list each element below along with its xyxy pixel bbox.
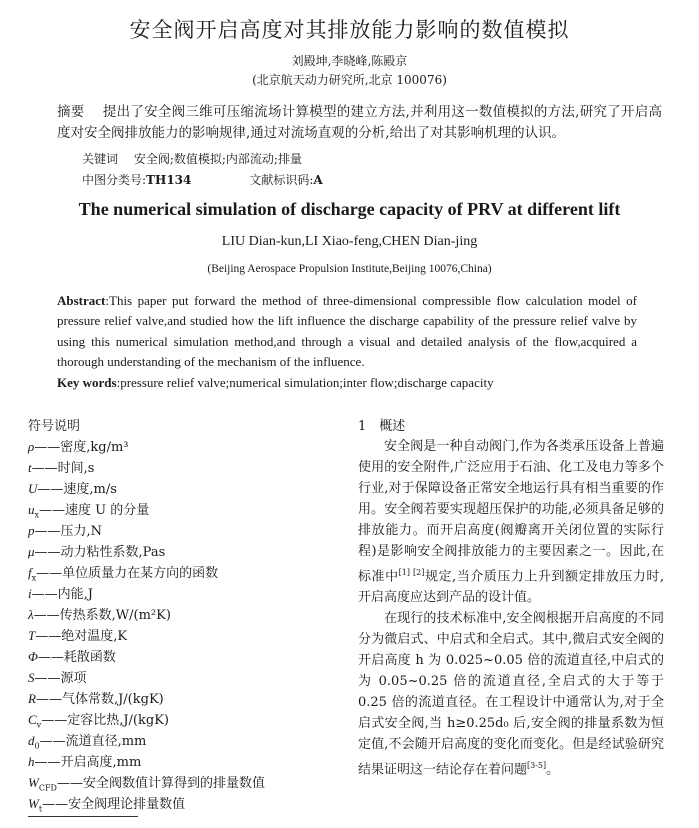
abstract-en-label: Abstract: [57, 293, 106, 308]
symbol-item: [28, 751, 265, 772]
symbol-description: ——绝对温度,K: [35, 629, 128, 644]
authors-en: LIU Dian-kun,LI Xiao-feng,CHEN Dian-jing: [221, 234, 478, 249]
abstract-en: [57, 291, 637, 372]
symbol-description: ——速度,m/s: [37, 482, 117, 497]
paper-title-cn: 安全阀开启高度对其排放能力影响的数值模拟: [129, 18, 570, 42]
paragraph-1: 安全阀是一种自动阀门,作为各类承压设备上普遍使用的安全附件,广泛应用于石油、化工及电力等多个行业,对于保障设备正常安全地运行具有相当重要的作用。安全阀若要实现超压保护的功能,必须具备足够的排放能力。而开启高度(阀瓣离开关闭位置的实际行程)是影响安全阀排放能力的主要因素之一。因此,在标准中[1] [2]规定,当介质压力上升到额定排放压力时,开启高度应达到产品的设计值。: [358, 439, 664, 606]
clc-label: 中图分类号:: [82, 173, 147, 187]
symbol-description: ——动力粘性系数,Pas: [34, 545, 166, 560]
abstract-cn: [57, 102, 662, 144]
symbol-item: [28, 793, 265, 814]
symbol-glyph: S: [28, 670, 35, 685]
symbol-description: ——安全阀理论排量数值: [42, 797, 186, 812]
footnote-rule: [28, 816, 138, 817]
symbol-description: ——时间,s: [31, 461, 95, 476]
symbol-glyph: W: [28, 796, 39, 811]
symbol-glyph: λ: [28, 607, 34, 622]
symbol-glyph: μ: [28, 544, 35, 559]
section-heading: 1 概述: [358, 419, 406, 434]
symbol-glyph: u: [28, 502, 35, 517]
symbol-description: ——安全阀数值计算得到的排量数值: [56, 776, 265, 791]
abstract-cn-label: 摘要: [57, 104, 85, 120]
clc-value: TH134: [146, 173, 192, 187]
symbol-glyph: h: [28, 754, 35, 769]
symbol-item: [28, 772, 265, 793]
symbol-glyph: R: [28, 691, 36, 706]
section-body: [358, 436, 664, 781]
symbol-description: ——开启高度,mm: [34, 755, 142, 770]
symbol-description: ——内能,J: [31, 587, 93, 602]
symbol-glyph: U: [28, 481, 38, 496]
authors-cn: 刘殿坤,李晓峰,陈殿京: [291, 54, 408, 68]
symbol-subscript: t: [38, 804, 43, 814]
symbol-item: [28, 646, 265, 667]
symbol-subscript: CFD: [38, 783, 57, 793]
symbol-glyph: i: [28, 586, 32, 601]
keywords-en-label: Key words: [57, 375, 117, 390]
classification-line: [82, 171, 323, 188]
keywords-en-text: :pressure relief valve;numerical simulation;inter flow;discharge capacity: [116, 375, 494, 390]
symbol-item: [28, 730, 265, 751]
symbol-description: ——压力,N: [34, 524, 103, 539]
symbol-glyph: p: [28, 523, 35, 538]
symbol-glyph: t: [28, 460, 32, 475]
symbol-item: [28, 562, 265, 583]
paragraph-2: 在现行的技术标准中,安全阀根据开启高度的不同分为微启式、中启式和全启式。其中,微启式安全阀的开启高度 h 为 0.025~0.05 倍的流道直径,中启式的为 0.05~0.25 倍的流道直径,全启式的大于等于 0.25 倍的流道直径。在工程设计中通常认为,对于全启式安全阀,当 h≥0.25d₀ 后,安全阀的排量系数为恒定值,不会随开启高度的变化而变化。但是经试验研究结果证明这一结论存在着问题[3-5]。: [358, 611, 664, 778]
keywords-cn: [82, 150, 302, 167]
symbol-subscript: 0: [34, 741, 40, 751]
symbol-item: [28, 709, 265, 730]
symbol-item: [28, 604, 265, 625]
symbol-item: [28, 499, 265, 520]
symbol-description: ——定容比热,J/(kgK): [41, 713, 169, 728]
symbol-subscript: v: [36, 720, 42, 730]
symbol-subscript: x: [31, 573, 37, 583]
abstract-cn-text: 提出了安全阀三维可压缩流场计算模型的建立方法,并利用这一数值模拟的方法,研究了开启高度对安全阀排放能力的影响规律,通过对流场直观的分析,给出了对其影响机理的认识。: [57, 104, 663, 141]
symbol-glyph: f: [28, 565, 32, 580]
affiliation-cn: (北京航天动力研究所,北京 100076): [252, 73, 447, 87]
symbol-description: ——传热系数,W/(m²K): [33, 608, 171, 623]
symbol-glyph: W: [28, 775, 39, 790]
symbols-heading: 符号说明: [28, 419, 81, 434]
symbol-glyph: C: [28, 712, 37, 727]
doc-code-label: 文献标识码:: [249, 173, 314, 187]
symbol-glyph: T: [28, 628, 36, 643]
symbol-description: ——密度,kg/m³: [34, 440, 129, 455]
symbol-description: ——气体常数,J/(kgK): [35, 692, 164, 707]
symbol-description: ——耗散函数: [37, 650, 116, 665]
symbol-glyph: d: [28, 733, 35, 748]
abstract-en-text: :This paper put forward the method of three-dimensional compressible flow calculation model of pressure relief valve,and studied how the lift influence the discharge capability of the pressure relief valve by using this numerical simulation method,and through a visual and detailed analysis of the flow,acquired a thorough understanding of the mechanism of the influence.: [57, 293, 637, 369]
keywords-en: [57, 375, 494, 391]
paper-title-en: The numerical simulation of discharge capacity of PRV at different lift: [78, 199, 621, 219]
keywords-cn-label: 关键词: [82, 152, 119, 166]
symbol-description: ——流道直径,mm: [39, 734, 147, 749]
citation: [3-5]: [527, 761, 547, 771]
symbol-glyph: Φ: [28, 649, 38, 664]
symbol-description: ——单位质量力在某方向的函数: [36, 566, 219, 581]
keywords-cn-text: 安全阀;数值模拟;内部流动;排量: [133, 152, 302, 166]
symbol-description: ——源项: [34, 671, 87, 686]
symbol-item: [28, 436, 265, 457]
symbol-item: [28, 457, 265, 478]
symbols-list: [28, 436, 265, 814]
symbol-description: ——速度 U 的分量: [39, 503, 150, 518]
symbol-item: [28, 688, 265, 709]
symbol-item: [28, 478, 265, 499]
symbol-item: [28, 541, 265, 562]
symbol-item: [28, 667, 265, 688]
symbol-subscript: x: [34, 510, 40, 520]
doc-code-value: A: [313, 173, 323, 187]
symbol-item: [28, 625, 265, 646]
symbol-item: [28, 583, 265, 604]
citation: [1] [2]: [398, 568, 425, 577]
affiliation-en: (Beijing Aerospace Propulsion Institute,Beijing 10076,China): [207, 263, 492, 275]
symbol-item: [28, 520, 265, 541]
symbol-glyph: ρ: [28, 439, 35, 454]
